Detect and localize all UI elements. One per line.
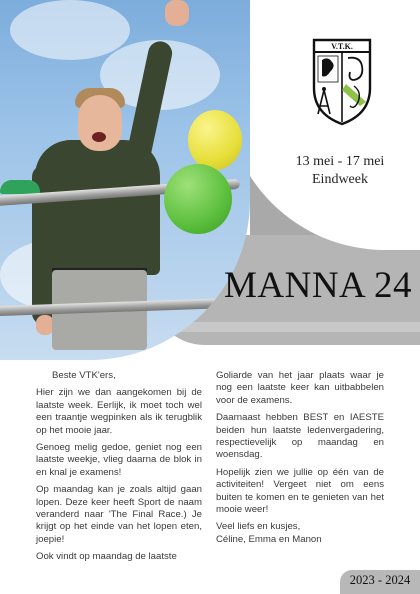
- yellow-balloon: [188, 110, 242, 170]
- paragraph: Daarnaast hebben BEST en IAESTE beiden hun laatste ledenvergadering, respectievelijk op maandag en woensdag.: [216, 412, 384, 461]
- newsletter-title: MANNA 24: [224, 265, 412, 306]
- paragraph: Hopelijk zien we jullie op één van de activiteiten! Vergeet niet om eens buiten te komen en te genieten van het mooie weer!: [216, 466, 384, 516]
- svg-text:V.T.K.: V.T.K.: [331, 42, 353, 51]
- date-range: 13 mei - 17 mei: [295, 154, 385, 169]
- paragraph: Op maandag kan je zoals altijd gaan lopen. Deze keer heeft Sport de naam veranderd naar 'The Final Race.) Je krijgt op het einde van het lopen eten, joepie!: [36, 484, 202, 545]
- vtk-shield-logo: [310, 36, 374, 128]
- greeting: Beste VTK'ers,: [52, 370, 116, 381]
- cover-photo: [0, 0, 250, 360]
- sign-off: Veel liefs en kusjes,: [216, 521, 301, 533]
- academic-year: 2023 - 2024: [349, 573, 411, 587]
- paragraph: Hier zijn we dan aangekomen bij de laatste week. Eerlijk, ik moet toch wel een traantje wegpinken als ik terugblik op het mooie jaar.: [36, 387, 202, 436]
- body-right-column: [216, 370, 384, 551]
- paragraph: Genoeg melig gedoe, geniet nog een laatste weekje, vlieg daarna de blok in en knal je examens!: [36, 442, 202, 478]
- paragraph: Goliarde van het jaar plaats waar je nog een laatste keer kan uitbabbelen voor de examens.: [216, 370, 384, 406]
- green-flag: [0, 180, 40, 194]
- body-left-column: [36, 370, 202, 569]
- green-balloon: [164, 164, 232, 234]
- person-head: [78, 95, 122, 151]
- week-name: Eindweek: [312, 172, 368, 187]
- signatures: Céline, Emma en Manon: [216, 533, 322, 545]
- paragraph: Ook vindt op maandag de laatste: [36, 551, 177, 563]
